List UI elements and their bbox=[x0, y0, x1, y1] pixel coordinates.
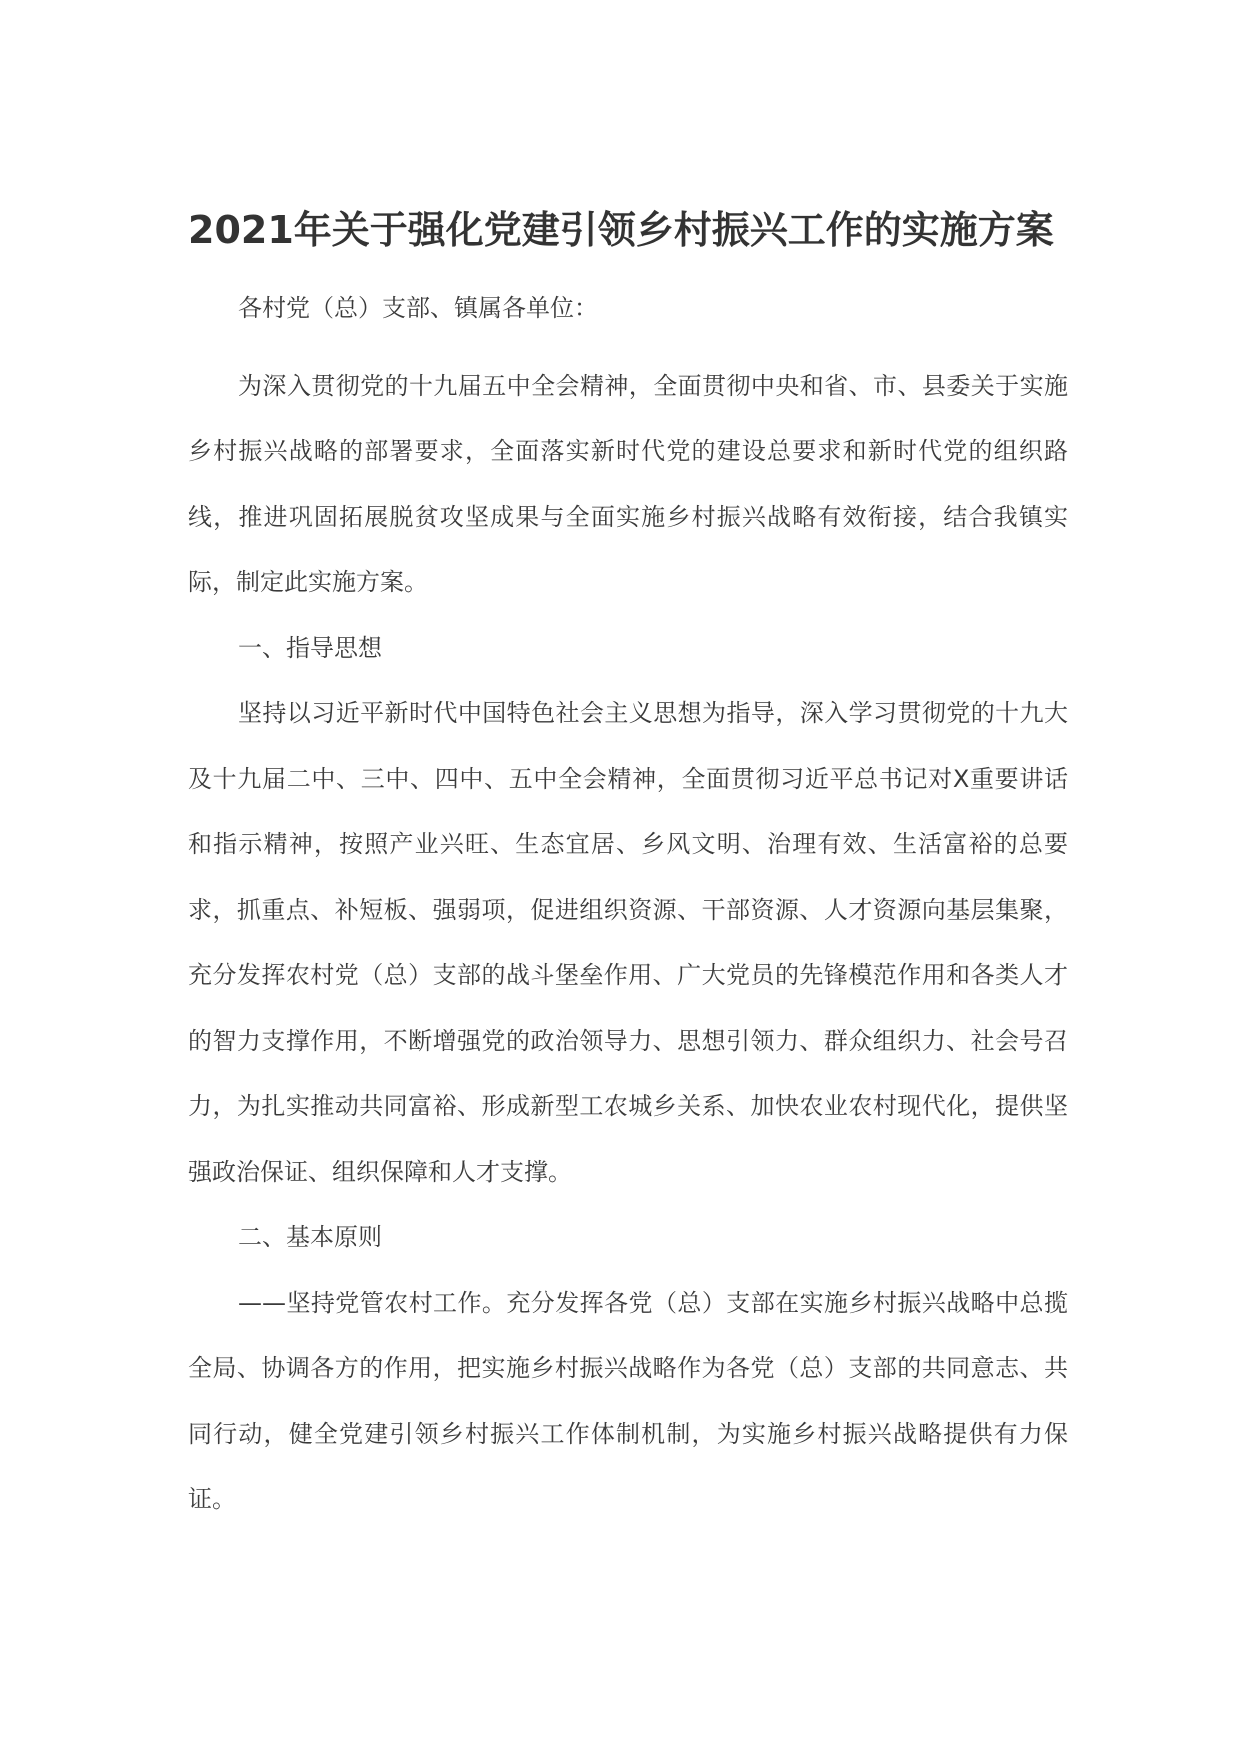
section-heading-basic-principles: 二、基本原则 bbox=[238, 1223, 382, 1251]
document-body bbox=[188, 276, 1068, 1533]
principle-paragraph: ——坚持党管农村工作。充分发挥各党（总）支部在实施乡村振兴战略中总揽全局、协调各方的作用，把实施乡村振兴战略作为各党（总）支部的共同意志、共同行动，健全党建引领乡村振兴工作体制机制，为实施乡村振兴战略提供有力保证。 bbox=[188, 1288, 1068, 1513]
section-heading-guiding-ideology: 一、指导思想 bbox=[238, 633, 382, 662]
guiding-ideology-paragraph: 坚持以习近平新时代中国特色社会主义思想为指导，深入学习贯彻党的十九大及十九届二中、三中、四中、五中全会精神，全面贯彻习近平总书记对X重要讲话和指示精神，按照产业兴旺、生态宜居、乡风文明、治理有效、生活富裕的总要求，抓重点、补短板、强弱项，促进组织资源、干部资源、人才资源向基层集聚，充分发挥农村党（总）支部的战斗堡垒作用、广大党员的先锋模范作用和各类人才的智力支撑作用，不断增强党的政治领导力、思想引领力、群众组织力、社会号召力，为扎实推动共同富裕、形成新型工农城乡关系、加快农业农村现代化，提供坚强政治保证、组织保障和人才支撑。 bbox=[188, 699, 1068, 1186]
greeting-paragraph: 各村党（总）支部、镇属各单位： bbox=[238, 294, 598, 322]
document-title: 2021年关于强化党建引领乡村振兴工作的实施方案 bbox=[188, 208, 1054, 252]
intro-paragraph: 为深入贯彻党的十九届五中全会精神，全面贯彻中央和省、市、县委关于实施乡村振兴战略的部署要求，全面落实新时代党的建设总要求和新时代党的组织路线，推进巩固拓展脱贫攻坚成果与全面实施乡村振兴战略有效衔接，结合我镇实际，制定此实施方案。 bbox=[188, 371, 1068, 596]
